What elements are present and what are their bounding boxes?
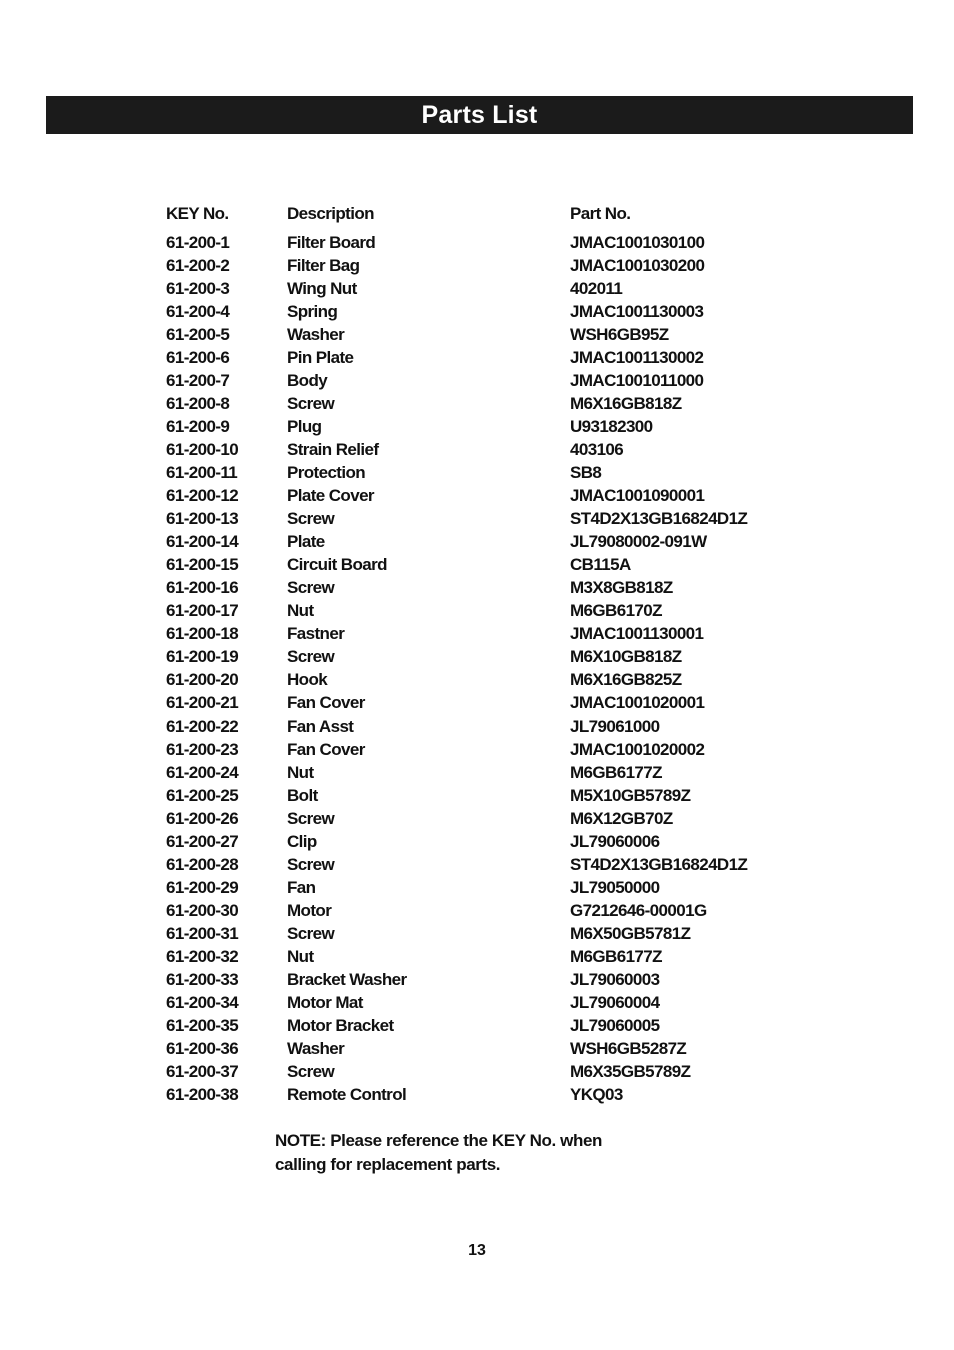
table-row bbox=[166, 876, 806, 899]
part-no-cell: 403106 bbox=[570, 439, 624, 459]
table-row bbox=[166, 277, 806, 300]
table-row bbox=[166, 231, 806, 254]
key-no-cell: 61-200-8 bbox=[166, 393, 230, 413]
part-no-cell: CB115A bbox=[570, 555, 631, 575]
part-no-cell: JMAC1001030100 bbox=[570, 232, 705, 252]
table-row bbox=[166, 899, 806, 922]
key-no-cell: 61-200-35 bbox=[166, 1016, 239, 1036]
key-no-cell: 61-200-12 bbox=[166, 486, 239, 506]
description-cell: Fan Asst bbox=[287, 716, 354, 736]
description-cell: Fan bbox=[287, 877, 316, 897]
part-no-cell: JMAC1001130002 bbox=[570, 347, 704, 367]
table-row bbox=[166, 1015, 806, 1038]
description-cell: Fan Cover bbox=[287, 739, 365, 759]
part-no-cell: M6X12GB70Z bbox=[570, 808, 673, 828]
key-no-cell: 61-200-38 bbox=[166, 1085, 239, 1105]
description-cell: Strain Relief bbox=[287, 439, 379, 459]
part-no-cell: WSH6GB95Z bbox=[570, 324, 669, 344]
description-cell: Washer bbox=[287, 1039, 345, 1059]
description-cell: Motor bbox=[287, 900, 332, 920]
note-line-2: calling for replacement parts. bbox=[275, 1155, 501, 1174]
table-row bbox=[166, 692, 806, 715]
key-no-cell: 61-200-14 bbox=[166, 532, 239, 552]
part-no-cell: ST4D2X13GB16824D1Z bbox=[570, 854, 748, 874]
table-row bbox=[166, 738, 806, 761]
table-row bbox=[166, 415, 806, 438]
description-cell: Circuit Board bbox=[287, 555, 387, 575]
key-no-cell: 61-200-34 bbox=[166, 993, 239, 1013]
part-no-cell: SB8 bbox=[570, 462, 602, 482]
description-cell: Screw bbox=[287, 1062, 335, 1082]
description-cell: Screw bbox=[287, 578, 335, 598]
key-no-cell: 61-200-3 bbox=[166, 278, 230, 298]
part-no-cell: JL79060004 bbox=[570, 993, 660, 1013]
key-no-cell: 61-200-18 bbox=[166, 624, 239, 644]
table-row bbox=[166, 992, 806, 1015]
key-no-cell: 61-200-11 bbox=[166, 462, 238, 482]
key-no-cell: 61-200-29 bbox=[166, 877, 239, 897]
table-row bbox=[166, 922, 806, 945]
page-title: Parts List bbox=[421, 101, 538, 129]
key-no-cell: 61-200-4 bbox=[166, 301, 230, 321]
description-cell: Washer bbox=[287, 324, 345, 344]
part-no-cell: M6GB6177Z bbox=[570, 762, 662, 782]
description-cell: Pin Plate bbox=[287, 347, 354, 367]
key-no-cell: 61-200-22 bbox=[166, 716, 239, 736]
key-no-cell: 61-200-23 bbox=[166, 739, 239, 759]
key-no-cell: 61-200-36 bbox=[166, 1039, 239, 1059]
description-cell: Remote Control bbox=[287, 1085, 407, 1105]
part-no-cell: M6X50GB5781Z bbox=[570, 923, 691, 943]
description-cell: Screw bbox=[287, 393, 335, 413]
description-cell: Plate bbox=[287, 532, 325, 552]
part-no-cell: M3X8GB818Z bbox=[570, 578, 673, 598]
part-no-cell: U93182300 bbox=[570, 416, 653, 436]
description-cell: Screw bbox=[287, 923, 335, 943]
part-no-cell: M6X16GB825Z bbox=[570, 670, 682, 690]
table-row bbox=[166, 531, 806, 554]
table-row bbox=[166, 1061, 806, 1084]
description-cell: Bolt bbox=[287, 785, 318, 805]
description-cell: Screw bbox=[287, 509, 335, 529]
description-cell: Body bbox=[287, 370, 328, 390]
key-no-cell: 61-200-28 bbox=[166, 854, 239, 874]
table-row bbox=[166, 969, 806, 992]
key-no-cell: 61-200-31 bbox=[166, 923, 239, 943]
table-row bbox=[166, 623, 806, 646]
key-no-cell: 61-200-10 bbox=[166, 439, 239, 459]
description-cell: Fan Cover bbox=[287, 693, 365, 713]
key-no-cell: 61-200-16 bbox=[166, 578, 239, 598]
part-no-cell: M6X16GB818Z bbox=[570, 393, 682, 413]
description-cell: Bracket Washer bbox=[287, 970, 407, 990]
key-no-cell: 61-200-6 bbox=[166, 347, 230, 367]
key-no-cell: 61-200-7 bbox=[166, 370, 230, 390]
table-row bbox=[166, 853, 806, 876]
table-row bbox=[166, 1038, 806, 1061]
description-cell: Nut bbox=[287, 601, 314, 621]
description-cell: Filter Bag bbox=[287, 255, 360, 275]
description-cell: Filter Board bbox=[287, 232, 376, 252]
table-row bbox=[166, 485, 806, 508]
table-row bbox=[166, 715, 806, 738]
table-row bbox=[166, 346, 806, 369]
table-row bbox=[166, 438, 806, 461]
description-cell: Screw bbox=[287, 854, 335, 874]
part-no-cell: JMAC1001030200 bbox=[570, 255, 705, 275]
part-no-cell: M6GB6177Z bbox=[570, 946, 662, 966]
description-cell: Hook bbox=[287, 670, 328, 690]
table-row bbox=[166, 761, 806, 784]
part-no-cell: JL79060003 bbox=[570, 970, 660, 990]
key-no-cell: 61-200-33 bbox=[166, 970, 239, 990]
key-no-cell: 61-200-17 bbox=[166, 601, 239, 621]
page-number: 13 bbox=[468, 1242, 486, 1259]
part-no-cell: JL79060006 bbox=[570, 831, 660, 851]
table-row bbox=[166, 554, 806, 577]
part-no-cell: JL79050000 bbox=[570, 877, 660, 897]
part-no-cell: G7212646-00001G bbox=[570, 900, 707, 920]
key-no-cell: 61-200-30 bbox=[166, 900, 239, 920]
part-no-cell: JMAC1001130001 bbox=[570, 624, 704, 644]
description-cell: Screw bbox=[287, 808, 335, 828]
key-no-cell: 61-200-20 bbox=[166, 670, 239, 690]
table-row bbox=[166, 577, 806, 600]
part-no-cell: M6X35GB5789Z bbox=[570, 1062, 691, 1082]
key-no-cell: 61-200-27 bbox=[166, 831, 239, 851]
table-row bbox=[166, 300, 806, 323]
part-no-cell: JMAC1001130003 bbox=[570, 301, 704, 321]
description-cell: Motor Bracket bbox=[287, 1016, 394, 1036]
part-no-cell: 402011 bbox=[570, 278, 623, 298]
part-no-cell: JL79080002-091W bbox=[570, 532, 707, 552]
title-bar bbox=[46, 96, 913, 134]
description-cell: Wing Nut bbox=[287, 278, 357, 298]
parts-table bbox=[166, 202, 806, 1107]
key-no-cell: 61-200-21 bbox=[166, 693, 239, 713]
part-no-cell: JL79060005 bbox=[570, 1016, 660, 1036]
key-no-cell: 61-200-24 bbox=[166, 762, 239, 782]
table-row bbox=[166, 254, 806, 277]
table-row bbox=[166, 1084, 806, 1107]
key-no-cell: 61-200-26 bbox=[166, 808, 239, 828]
key-no-cell: 61-200-9 bbox=[166, 416, 230, 436]
part-no-cell: JMAC1001011000 bbox=[570, 370, 704, 390]
table-row bbox=[166, 392, 806, 415]
table-row bbox=[166, 600, 806, 623]
part-no-cell: M6X10GB818Z bbox=[570, 647, 682, 667]
key-no-cell: 61-200-25 bbox=[166, 785, 239, 805]
key-no-cell: 61-200-1 bbox=[166, 232, 230, 252]
description-cell: Clip bbox=[287, 831, 317, 851]
note-line-1: NOTE: Please reference the KEY No. when bbox=[275, 1131, 603, 1150]
description-cell: Protection bbox=[287, 462, 366, 482]
key-no-cell: 61-200-13 bbox=[166, 509, 239, 529]
description-cell: Motor Mat bbox=[287, 993, 363, 1013]
part-no-cell: YKQ03 bbox=[570, 1085, 623, 1105]
part-no-cell: WSH6GB5287Z bbox=[570, 1039, 687, 1059]
part-no-cell: JMAC1001020001 bbox=[570, 693, 705, 713]
key-no-cell: 61-200-2 bbox=[166, 255, 230, 275]
key-no-cell: 61-200-37 bbox=[166, 1062, 239, 1082]
header-description: Description bbox=[287, 204, 374, 223]
part-no-cell: ST4D2X13GB16824D1Z bbox=[570, 509, 748, 529]
note bbox=[275, 1129, 695, 1177]
key-no-cell: 61-200-32 bbox=[166, 946, 239, 966]
part-no-cell: M6GB6170Z bbox=[570, 601, 662, 621]
table-row bbox=[166, 807, 806, 830]
description-cell: Fastner bbox=[287, 624, 345, 644]
description-cell: Plate Cover bbox=[287, 486, 374, 506]
table-row bbox=[166, 461, 806, 484]
table-body bbox=[166, 231, 806, 1107]
header-key-no: KEY No. bbox=[166, 204, 229, 223]
part-no-cell: JMAC1001020002 bbox=[570, 739, 705, 759]
table-row bbox=[166, 784, 806, 807]
description-cell: Nut bbox=[287, 762, 314, 782]
description-cell: Nut bbox=[287, 946, 314, 966]
table-row bbox=[166, 369, 806, 392]
key-no-cell: 61-200-15 bbox=[166, 555, 239, 575]
table-row bbox=[166, 646, 806, 669]
part-no-cell: JMAC1001090001 bbox=[570, 486, 705, 506]
table-row bbox=[166, 508, 806, 531]
part-no-cell: M5X10GB5789Z bbox=[570, 785, 691, 805]
header-part-no: Part No. bbox=[570, 204, 631, 223]
table-row bbox=[166, 323, 806, 346]
part-no-cell: JL79061000 bbox=[570, 716, 660, 736]
key-no-cell: 61-200-5 bbox=[166, 324, 230, 344]
table-row bbox=[166, 669, 806, 692]
table-row bbox=[166, 830, 806, 853]
table-row bbox=[166, 945, 806, 968]
key-no-cell: 61-200-19 bbox=[166, 647, 239, 667]
description-cell: Spring bbox=[287, 301, 338, 321]
description-cell: Plug bbox=[287, 416, 322, 436]
description-cell: Screw bbox=[287, 647, 335, 667]
table-header bbox=[166, 202, 806, 226]
